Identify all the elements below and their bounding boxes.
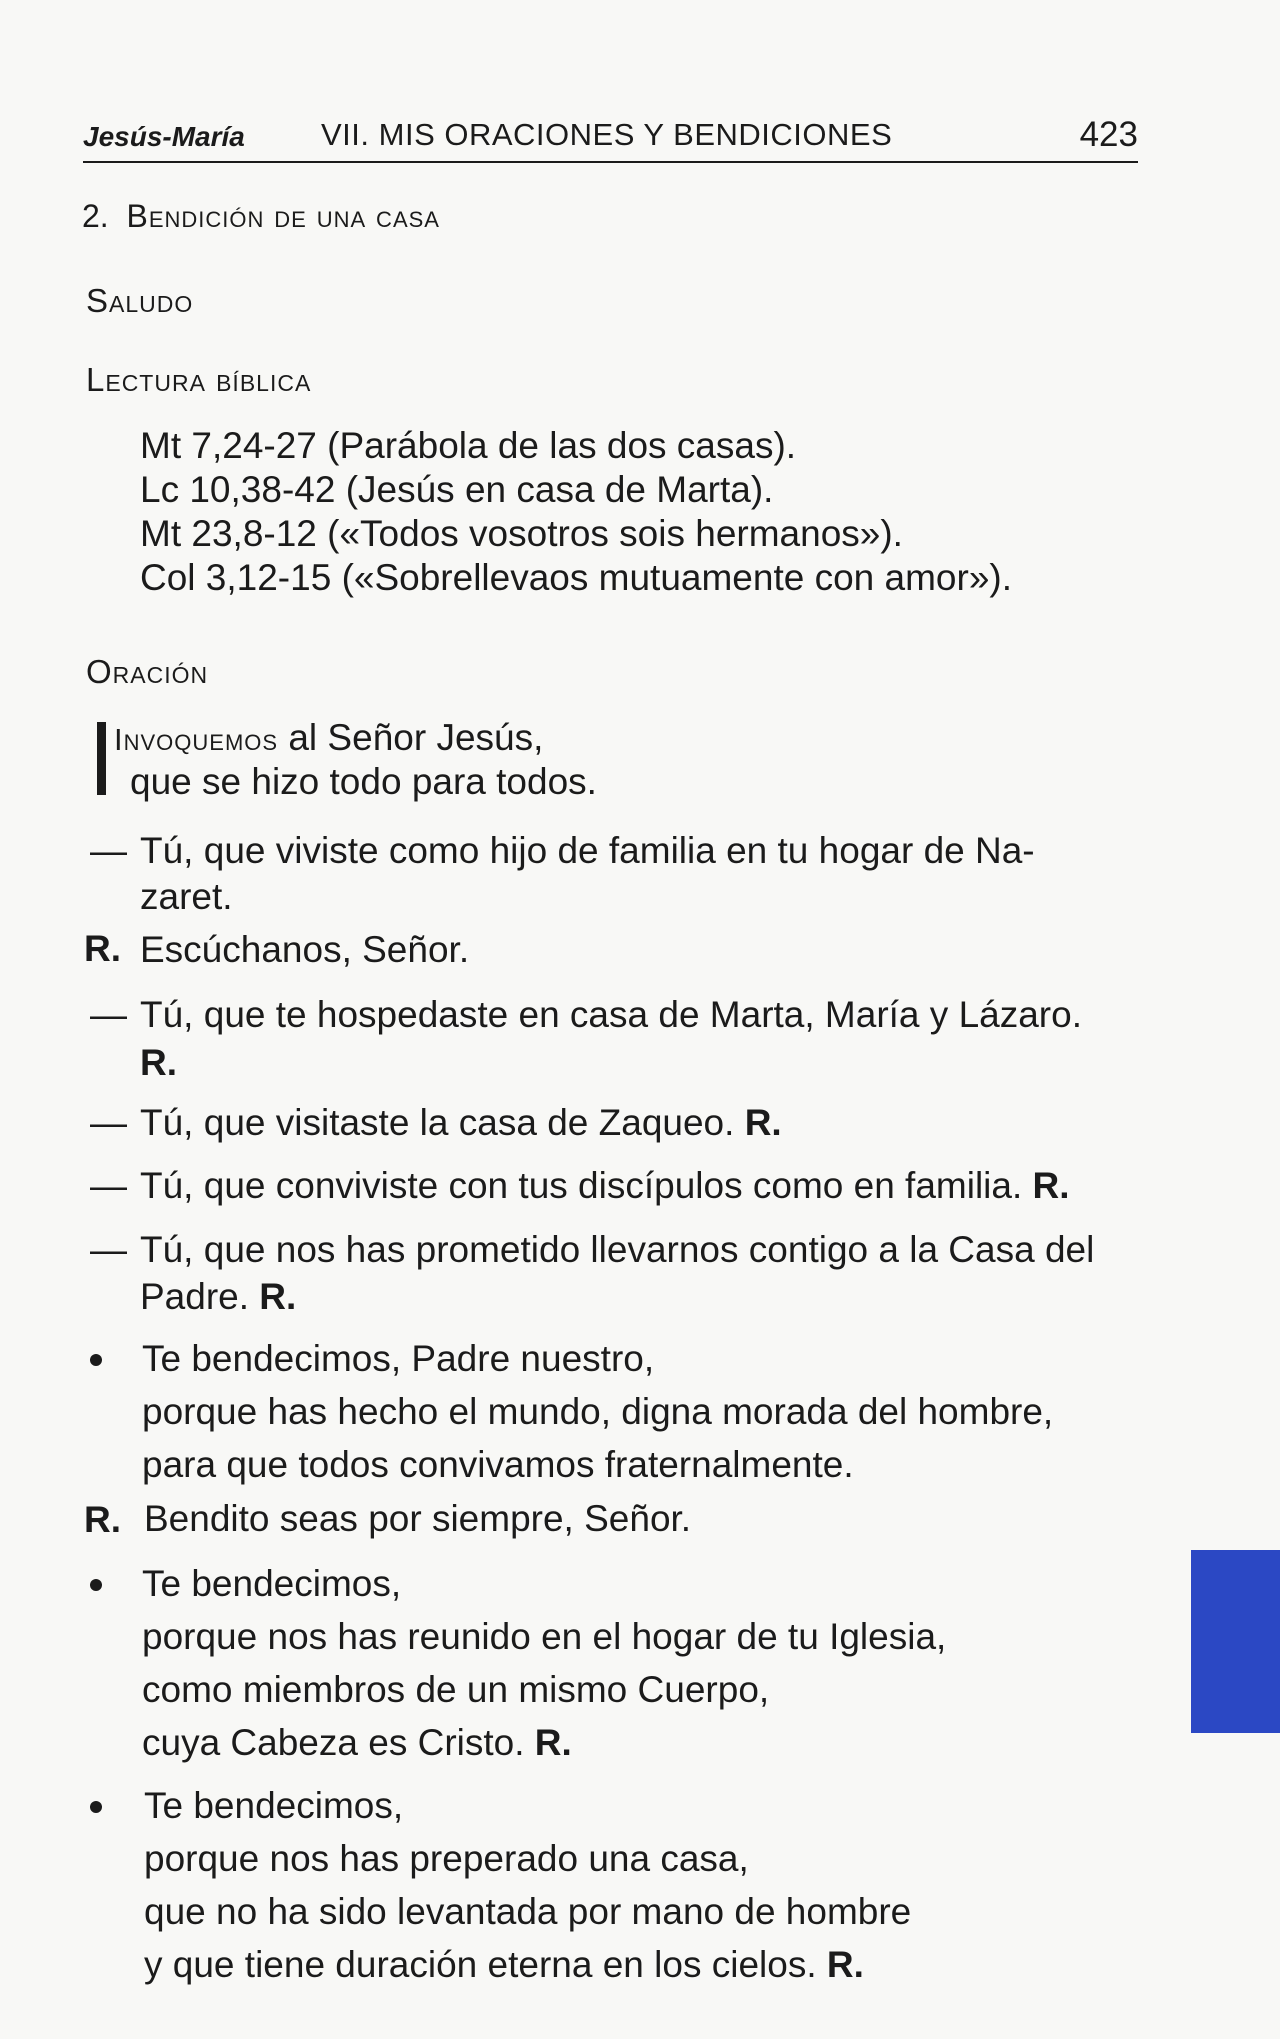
response-text: Bendito seas por siempre, Señor.: [144, 1498, 692, 1539]
section-number: 2.: [82, 198, 109, 234]
reading-item: Mt 7,24-27 (Parábola de las dos casas).: [140, 425, 797, 466]
dash-marker: —: [90, 830, 127, 871]
response-marker: R.: [84, 1499, 121, 1540]
response-marker: R.: [84, 928, 121, 969]
invocation-line: [140, 1101, 782, 1145]
invocation-line: Tú, que te hospedaste en casa de Marta, María y Lázaro.: [140, 994, 1082, 1035]
blessing-line: que no ha sido levantada por mano de hombre: [144, 1891, 912, 1932]
response-text: Escúchanos, Señor.: [140, 929, 470, 970]
blessing-line: [144, 1943, 864, 1987]
bullet: [90, 1801, 102, 1813]
intro-line-2: que se hizo todo para todos.: [130, 761, 597, 802]
invocation-line: Tú, que nos has prometido llevarnos contigo a la Casa del: [140, 1229, 1095, 1270]
section-title-text: Bendición de una casa: [126, 198, 440, 234]
blessing-line: porque has hecho el mundo, digna morada del hombre,: [142, 1391, 1054, 1432]
blessing-line: Te bendecimos,: [144, 1785, 404, 1826]
header-chapter: VII. MIS ORACIONES Y BENDICIONES: [321, 117, 893, 152]
blessing-line: porque nos has preperado una casa,: [144, 1838, 749, 1879]
running-header: [83, 117, 1138, 163]
intro-rest: al Señor Jesús,: [278, 717, 544, 758]
oracion-heading: Oración: [86, 653, 209, 690]
lectura-heading: Lectura bíblica: [86, 361, 312, 398]
response-marker: R.: [744, 1102, 782, 1143]
reading-item: Col 3,12-15 («Sobrellevaos mutuamente con amor»).: [140, 557, 1013, 598]
blessing-line: [142, 1721, 572, 1765]
invocation-line: [140, 1164, 1070, 1208]
blessing-line: porque nos has reunido en el hogar de tu Iglesia,: [142, 1616, 947, 1657]
dash-marker: —: [90, 1102, 127, 1143]
invocation-text: Tú, que visitaste la casa de Zaqueo.: [140, 1102, 735, 1143]
blessing-line: como miembros de un mismo Cuerpo,: [142, 1669, 770, 1710]
blessing-line: para que todos convivamos fraternalmente.: [142, 1444, 854, 1485]
dash-marker: —: [90, 994, 127, 1035]
response-marker: R.: [140, 1042, 177, 1083]
response-marker: R.: [826, 1944, 864, 1985]
page-number: 423: [1079, 115, 1138, 154]
blessing-text: cuya Cabeza es Cristo.: [142, 1722, 525, 1763]
invocation-line: zaret.: [140, 876, 233, 917]
response-marker: R.: [259, 1276, 297, 1317]
bullet: [90, 1354, 102, 1366]
response-marker: R.: [1032, 1165, 1070, 1206]
dash-marker: —: [90, 1165, 127, 1206]
invocation-text: Padre.: [140, 1276, 250, 1317]
dash-marker: —: [90, 1229, 127, 1270]
invocation-text: Tú, que conviviste con tus discípulos como en familia.: [140, 1165, 1023, 1206]
invocation-line: Tú, que viviste como hijo de familia en tu hogar de Na-: [140, 830, 1035, 871]
drop-initial: [97, 722, 106, 795]
blessing-line: Te bendecimos,: [142, 1563, 402, 1604]
invocation-line: [140, 1275, 296, 1319]
reading-item: Mt 23,8-12 («Todos vosotros sois hermanos»).: [140, 513, 903, 554]
bullet: [90, 1579, 102, 1591]
saludo-heading: Saludo: [86, 282, 194, 319]
blessing-text: y que tiene duración eterna en los cielos.: [144, 1944, 817, 1985]
intro-smallcaps: Invoquemos: [114, 722, 279, 757]
response-marker: R.: [534, 1722, 572, 1763]
header-author: Jesús-María: [83, 121, 245, 152]
reading-item: Lc 10,38-42 (Jesús en casa de Marta).: [140, 469, 774, 510]
blue-edge-tab: [1191, 1550, 1280, 1733]
section-title: [82, 198, 440, 235]
blessing-line: Te bendecimos, Padre nuestro,: [142, 1338, 655, 1379]
intro-line: [114, 716, 543, 762]
